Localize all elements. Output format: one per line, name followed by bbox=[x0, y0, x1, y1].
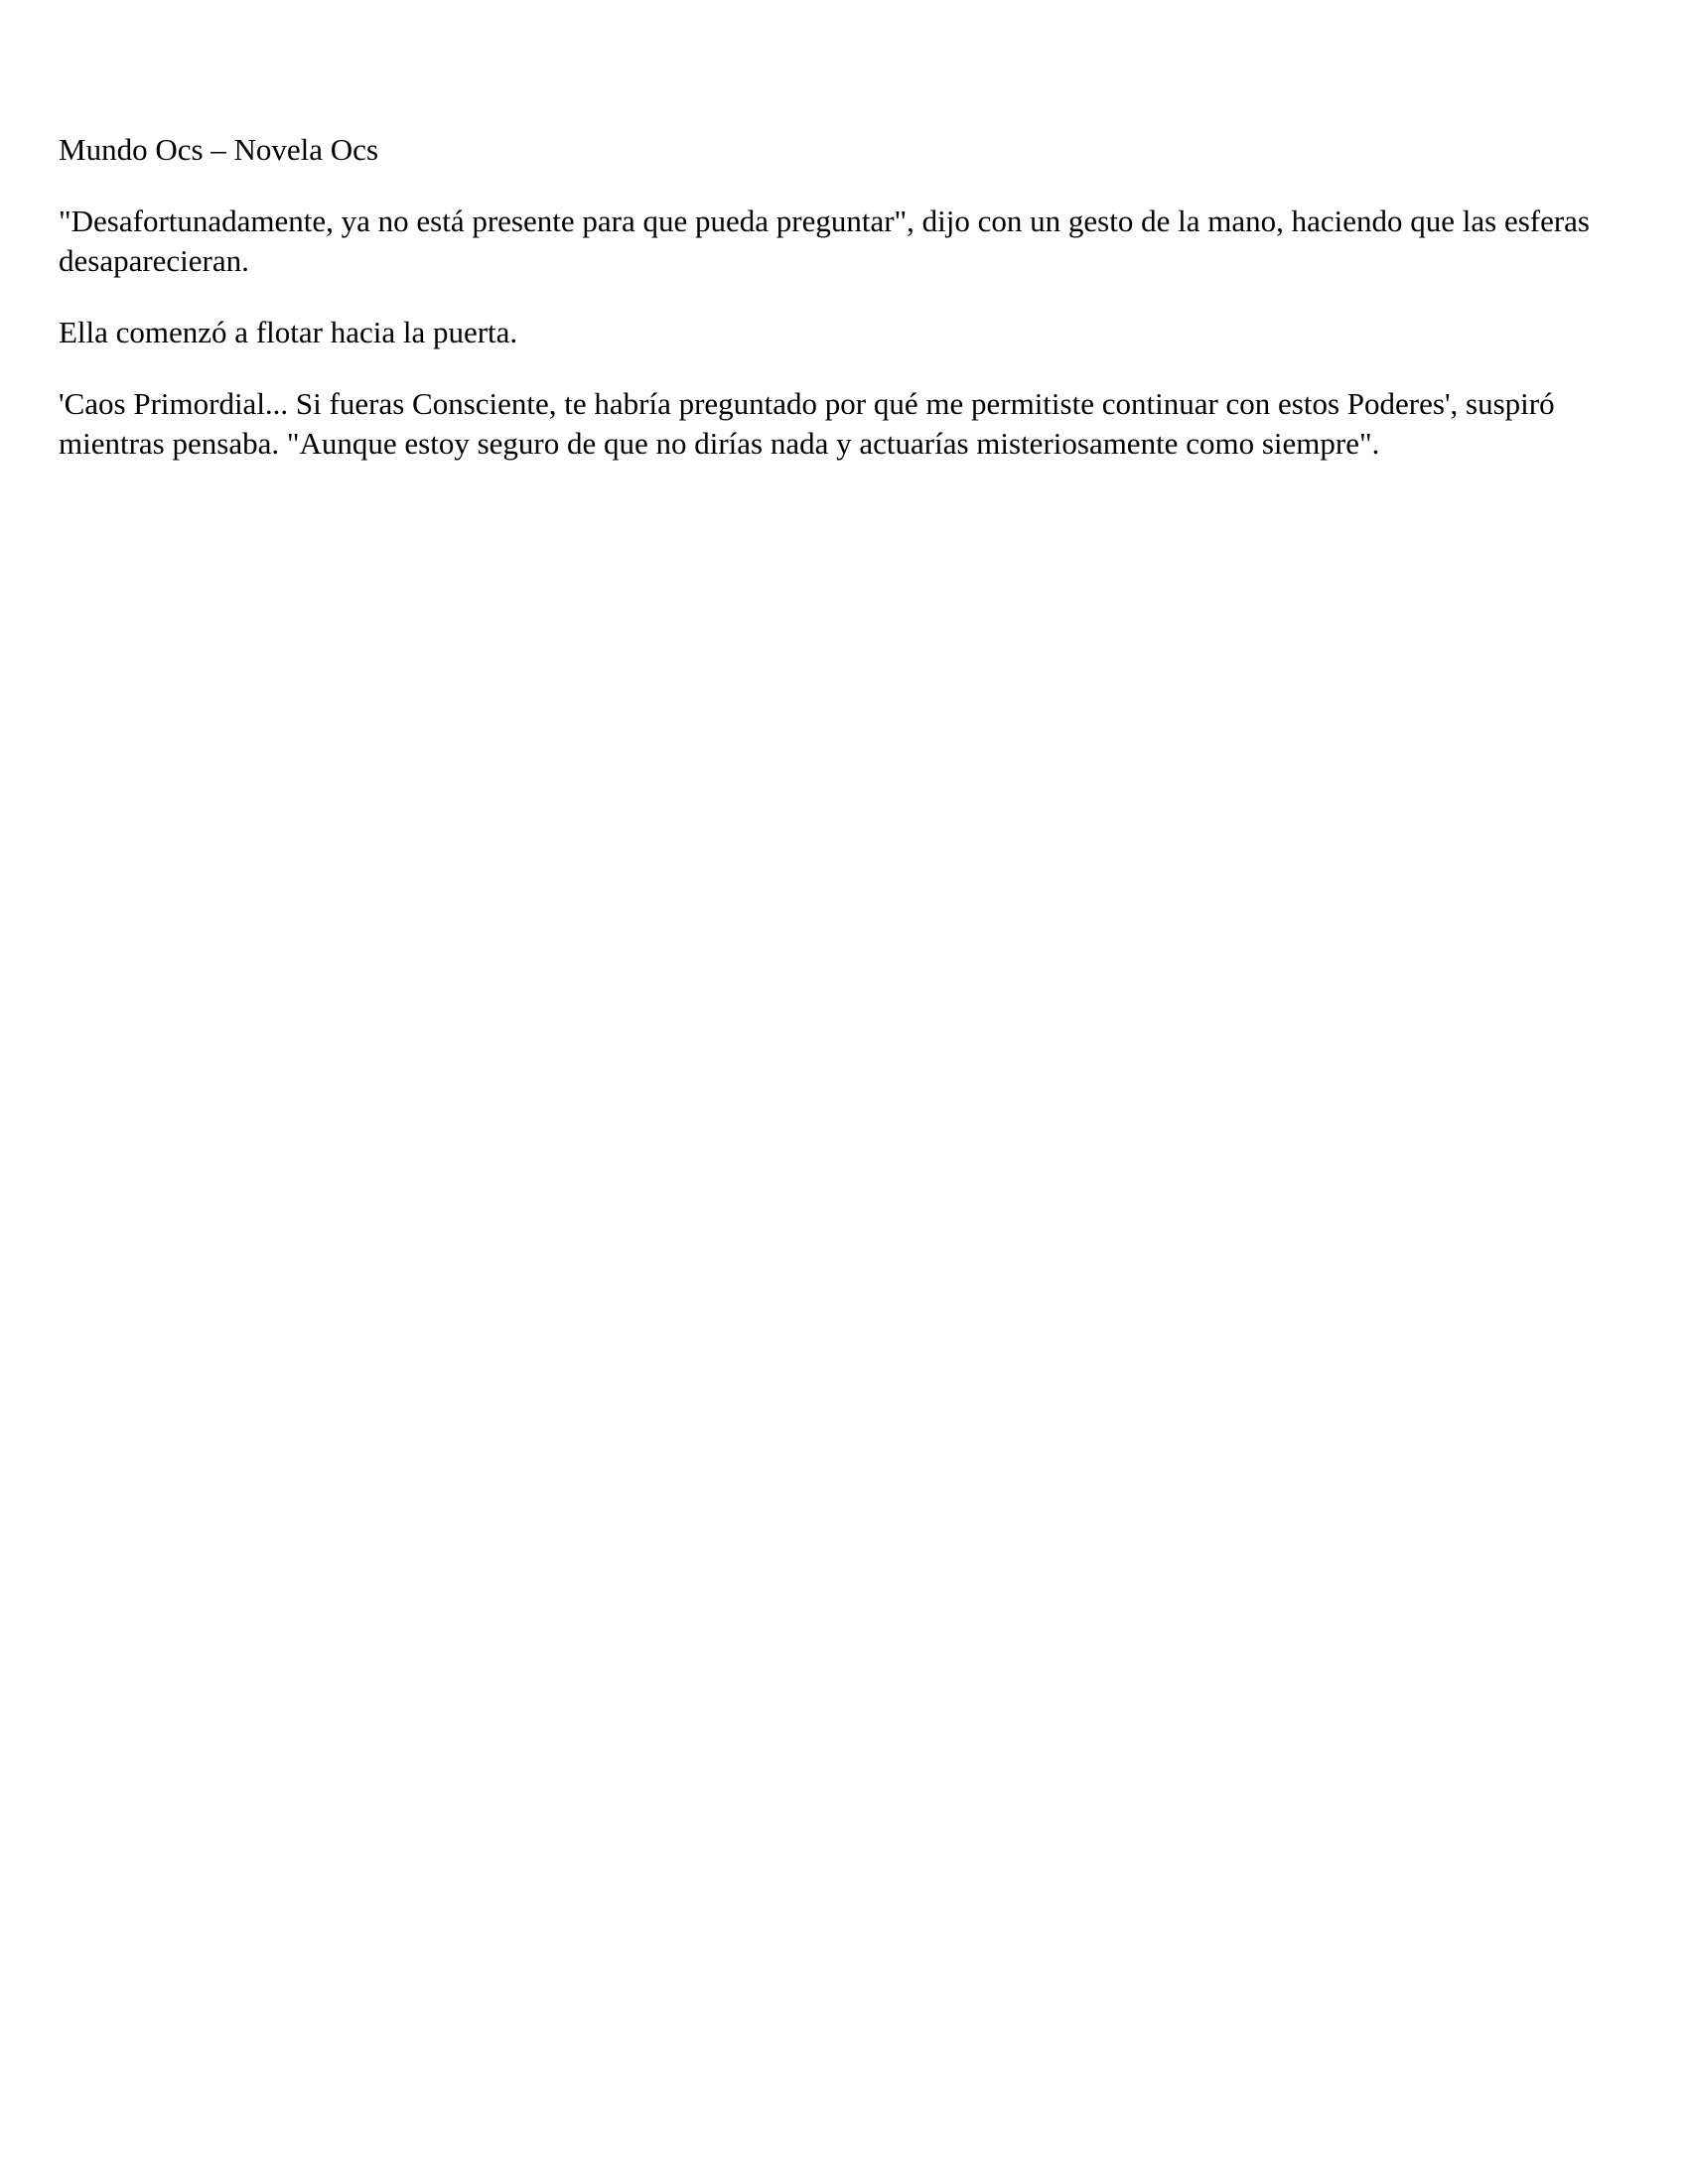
paragraph: "Desafortunadamente, ya no está presente para que pueda preguntar", dijo con un gesto de la mano, haciendo que las esferas desaparecieran. bbox=[59, 204, 1590, 278]
document-body bbox=[59, 130, 1637, 495]
paragraph: Ella comenzó a flotar hacia la puerta. bbox=[59, 315, 518, 349]
paragraph: 'Caos Primordial... Si fueras Consciente, te habría preguntado por qué me permitiste continuar con estos Poderes', suspiró mientras pensaba. "Aunque estoy seguro de que no dirías nada y actuarías misteriosamente como siempre". bbox=[59, 386, 1555, 461]
document-header: Mundo Ocs – Novela Ocs bbox=[59, 132, 379, 167]
